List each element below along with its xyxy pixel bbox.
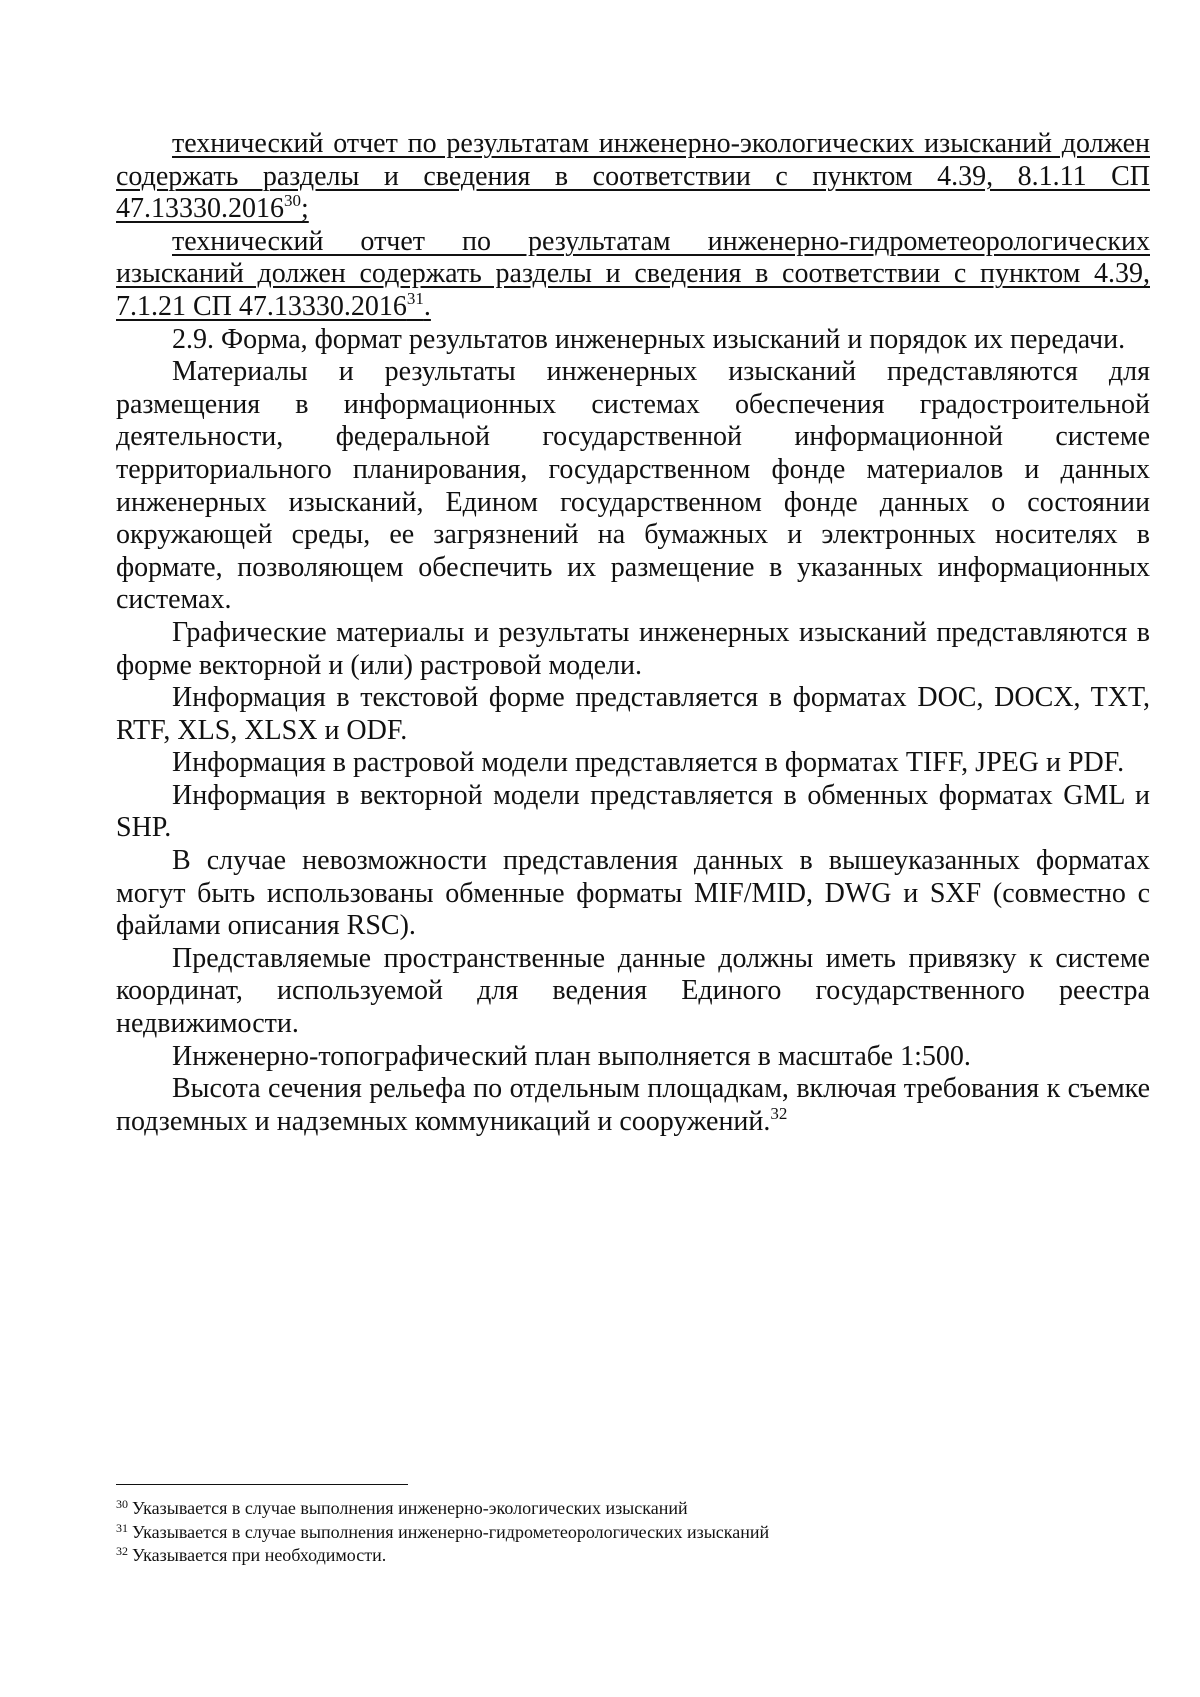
paragraph-materials-placement: Материалы и результаты инженерных изысканий представляются для размещения в информационных системах обеспечения градостроительной деятельности, федеральной государственной информационной системе территориального планирования, государственном фонде материалов и данных инженерных изысканий, Едином государственном фонде данных о состоянии окружающей среды, ее загрязнений на бумажных и электронных носителях в формате, позволяющем обеспечить их размещение в указанных информационных системах. bbox=[116, 356, 1150, 616]
footnote-31 bbox=[116, 1521, 1150, 1545]
footnote-text: Указывается при необходимости. bbox=[132, 1545, 387, 1565]
footnote-ref-30: 30 bbox=[284, 191, 301, 211]
footnote-text: Указывается в случае выполнения инженерно-экологических изысканий bbox=[132, 1498, 688, 1518]
paragraph-text: Высота сечения рельефа по отдельным площадкам, включая требования к съемке подземных и надземных коммуникаций и сооружений. bbox=[116, 1073, 1150, 1137]
footnotes bbox=[116, 1497, 1150, 1568]
footnote-32 bbox=[116, 1544, 1150, 1568]
paragraph-hydromet-report bbox=[116, 226, 1150, 324]
footnote-30 bbox=[116, 1497, 1150, 1521]
paragraph-text: технический отчет по результатам инженерно-экологических изысканий должен содержать разделы и сведения в соответствии с пунктом 4.39, 8.1.11 СП 47.13330.2016 bbox=[116, 128, 1150, 225]
paragraph-vector-formats: Информация в векторной модели представляется в обменных форматах GML и SHP. bbox=[116, 779, 1150, 844]
footnote-separator bbox=[116, 1484, 408, 1485]
paragraph-tail: . bbox=[423, 290, 431, 322]
paragraph-raster-formats: Информация в растровой модели представляется в форматах TIFF, JPEG и PDF. bbox=[172, 747, 1125, 779]
paragraph-topographic-plan: Инженерно-топографический план выполняется в масштабе 1:500. bbox=[172, 1040, 971, 1072]
paragraph-tail: ; bbox=[301, 193, 309, 225]
footnote-text: Указывается в случае выполнения инженерно-гидрометеорологических изысканий bbox=[132, 1521, 770, 1542]
footnote-number: 30 bbox=[116, 1497, 128, 1511]
paragraph-text: технический отчет по результатам инженерно-гидрометеорологических изысканий должен содержать разделы и сведения в соответствии с пунктом 4.39, 7.1.21 СП 47.13330.2016 bbox=[116, 225, 1150, 322]
section-heading-2-9: 2.9. Форма, формат результатов инженерных изысканий и порядок их передачи. bbox=[172, 323, 1126, 355]
paragraph-text-formats: Информация в текстовой форме представляется в форматах DOC, DOCX, TXT, RTF, XLS, XLSX и ODF. bbox=[116, 682, 1150, 746]
paragraph-graphic-materials: Графические материалы и результаты инженерных изысканий представляются в форме векторной и (или) растровой модели. bbox=[116, 616, 1150, 681]
document-body bbox=[116, 128, 1150, 1138]
footnote-number: 32 bbox=[116, 1544, 128, 1558]
paragraph-relief-section bbox=[116, 1073, 1150, 1138]
footnote-ref-31: 31 bbox=[406, 288, 424, 308]
footnote-number: 31 bbox=[116, 1520, 128, 1535]
paragraph-coordinate-system: Представляемые пространственные данные должны иметь привязку к системе координат, используемой для ведения Единого государственного реестра недвижимости. bbox=[116, 942, 1150, 1040]
paragraph-eco-report bbox=[116, 128, 1150, 226]
paragraph-exchange-formats: В случае невозможности представления данных в вышеуказанных форматах могут быть использованы обменные форматы MIF/MID, DWG и SXF (совместно с файлами описания RSC). bbox=[116, 845, 1150, 942]
footnote-ref-32: 32 bbox=[770, 1103, 788, 1123]
